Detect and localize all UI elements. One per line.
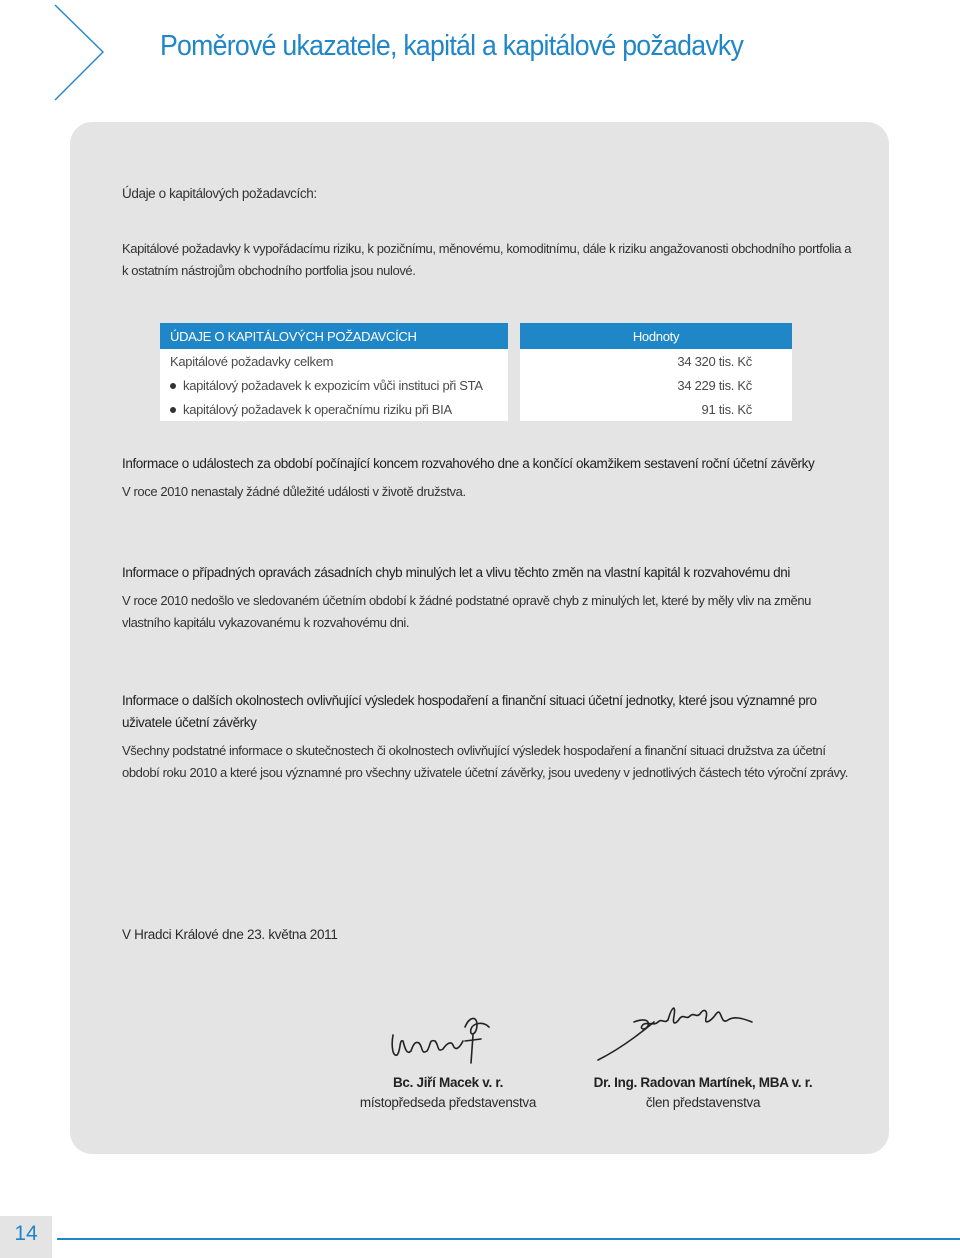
section-heading-other-circumstances: Informace o dalších okolnostech ovlivňující výsledek hospodaření a finanční situaci účetní jednotky, které jsou významné pro uživatele účetní závěrky <box>122 693 817 730</box>
table-row-value: 34 320 tis. Kč <box>677 353 752 369</box>
row-label-text: Kapitálové požadavky celkem <box>170 353 334 369</box>
table-row-value: 34 229 tis. Kč <box>677 377 752 393</box>
row-label-text: kapitálový požadavek k expozicím vůči instituci při STA <box>183 377 483 393</box>
section-text-other-circumstances: Všechny podstatné informace o skutečnostech či okolnostech ovlivňující výsledek hospodaření a finanční situaci družstva za účetní období roku 2010 a které jsou významné pro všechny uživatele účetní závěrky, jsou uvedeny v jednotlivých částech této výroční zprávy. <box>122 743 849 780</box>
signatory-block <box>328 1073 568 1113</box>
table-row-separator <box>508 397 520 421</box>
signatory-block <box>583 1073 823 1113</box>
intro-text: Kapitálové požadavky k vypořádacímu riziku, k pozičnímu, měnovému, komoditnímu, dále k riziku angažovanosti obchodního portfolia a k ostatním nástrojům obchodního portfolia jsou nulové. <box>122 241 852 278</box>
section-heading-corrections: Informace o případných opravách zásadních chyb minulých let a vlivu těchto změn na vlastní kapitál k rozvahovému dni <box>122 565 790 580</box>
signatory-role: člen představenstva <box>645 1095 761 1110</box>
table-row-label <box>160 349 508 373</box>
table-header-separator <box>508 323 520 349</box>
section-text-corrections: V roce 2010 nedošlo ve sledovaném účetním období k žádné podstatné opravě chyb z minulých let, které by měly vliv na změnu vlastního kapitálu vykazovanému k rozvahovému dni. <box>122 593 812 630</box>
table-row-label <box>160 397 508 421</box>
signature-macek <box>385 1005 505 1075</box>
table-row <box>160 349 792 373</box>
signature-martinek <box>592 998 792 1068</box>
intro-heading: Údaje o kapitálových požadavcích: <box>122 186 317 201</box>
table-row-value: 91 tis. Kč <box>701 401 752 417</box>
signatory-name: Dr. Ing. Radovan Martínek, MBA v. r. <box>593 1075 813 1090</box>
table-row-label <box>160 373 508 397</box>
page-title: Poměrové ukazatele, kapitál a kapitálové požadavky <box>160 30 744 62</box>
place-and-date: V Hradci Králové dne 23. května 2011 <box>122 927 338 942</box>
table-row-separator <box>508 349 520 373</box>
section-text-events: V roce 2010 nenastaly žádné důležité události v životě družstva. <box>122 484 466 499</box>
footer-rule <box>57 1238 960 1240</box>
bullet-icon <box>170 383 176 389</box>
table-header-row <box>160 323 792 349</box>
chevron-right-icon <box>0 0 110 110</box>
table-row-separator <box>508 373 520 397</box>
bullet-icon <box>170 407 176 413</box>
table-row <box>160 397 792 421</box>
capital-requirements-table <box>160 323 792 421</box>
page-number: 14 <box>14 1222 38 1245</box>
section-heading-events: Informace o událostech za období počínající koncem rozvahového dne a končící okamžikem sestavení roční účetní závěrky <box>122 456 815 471</box>
row-label-text: kapitálový požadavek k operačnímu riziku při BIA <box>183 401 452 417</box>
signatory-name: Bc. Jiří Macek v. r. <box>392 1075 504 1090</box>
signatory-role: místopředseda představenstva <box>359 1095 537 1110</box>
table-row <box>160 373 792 397</box>
table-header-label: ÚDAJE O KAPITÁLOVÝCH POŽADAVCÍCH <box>160 323 508 349</box>
table-header-values: Hodnoty <box>520 323 792 349</box>
